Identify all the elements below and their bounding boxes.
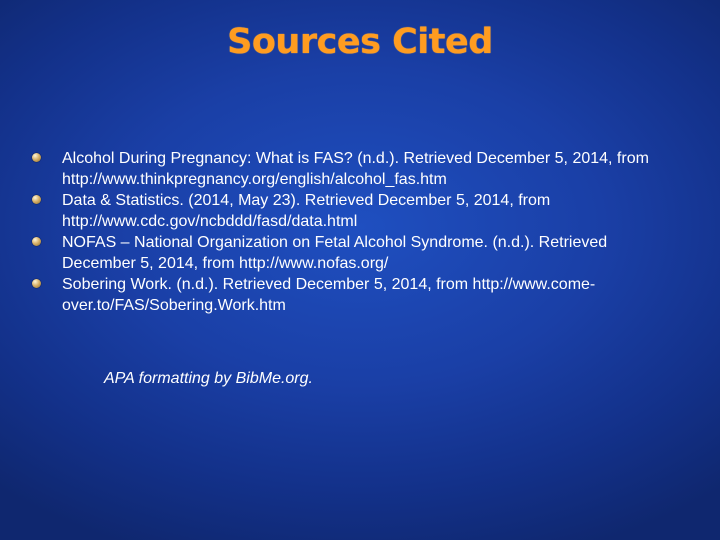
bullet-icon <box>32 195 41 204</box>
reference-item <box>32 148 672 190</box>
reference-text: Sobering Work. (n.d.). Retrieved December 5, 2014, from http://www.come-over.to/FAS/Sobering.Work.htm <box>62 276 596 314</box>
bullet-icon <box>32 153 41 162</box>
reference-item <box>32 232 672 274</box>
bullet-icon <box>32 279 41 288</box>
slide-title: Sources Cited <box>227 22 493 62</box>
bullet-icon <box>32 237 41 246</box>
reference-text: NOFAS – National Organization on Fetal Alcohol Syndrome. (n.d.). Retrieved December 5, 2014, from http://www.nofas.org/ <box>62 234 608 272</box>
reference-list <box>32 148 672 316</box>
reference-item <box>32 190 672 232</box>
reference-item <box>32 274 672 316</box>
formatting-note: APA formatting by BibMe.org. <box>104 370 313 387</box>
reference-text: Alcohol During Pregnancy: What is FAS? (n.d.). Retrieved December 5, 2014, from http://www.thinkpregnancy.org/english/alcohol_fas.htm <box>62 150 649 188</box>
reference-text: Data & Statistics. (2014, May 23). Retrieved December 5, 2014, from http://www.cdc.gov/ncbddd/fasd/data.html <box>62 192 551 230</box>
